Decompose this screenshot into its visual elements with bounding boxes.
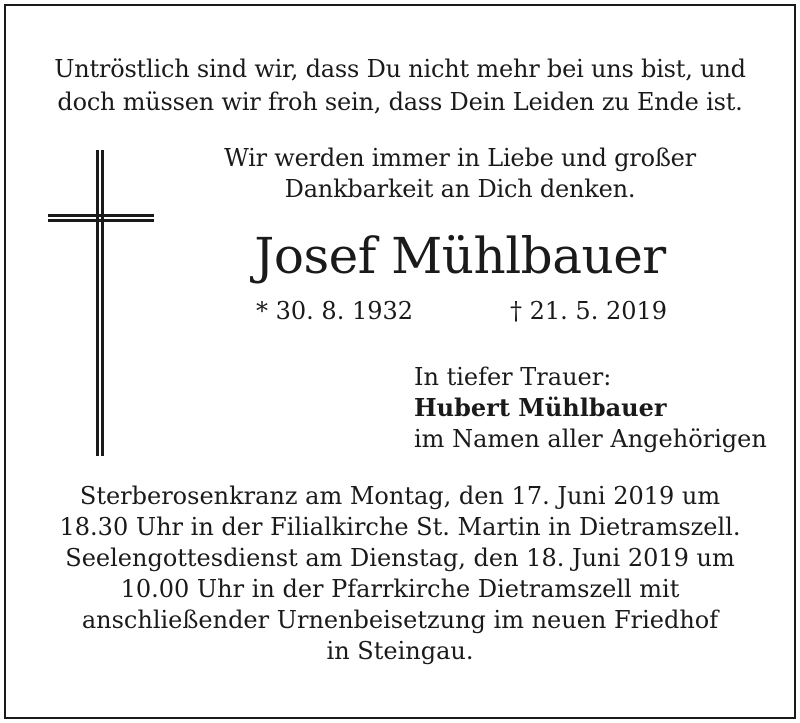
service-line-6: in Steingau. [326, 637, 474, 665]
quote-line-4: Dankbarkeit an Dich denken. [284, 175, 636, 203]
quote-line-2: doch müssen wir froh sein, dass Dein Leiden zu Ende ist. [57, 88, 743, 116]
deceased-name: Josef Mühlbauer [254, 227, 666, 285]
birth-date: * 30. 8. 1932 [256, 297, 414, 325]
cross-icon [48, 150, 154, 456]
service-line-2: 18.30 Uhr in der Filialkirche St. Martin in Dietramszell. [59, 513, 741, 541]
death-date: † 21. 5. 2019 [510, 297, 668, 325]
service-line-3: Seelengottesdienst am Dienstag, den 18. Juni 2019 um [65, 544, 735, 572]
service-line-4: 10.00 Uhr in der Pfarrkirche Dietramszell mit [120, 575, 680, 603]
mourner-name-text: Hubert Mühlbauer [414, 393, 667, 422]
mourning-intro: In tiefer Trauer: [414, 363, 612, 391]
mourner-name [414, 393, 667, 422]
service-line-5: anschließender Urnenbeisetzung im neuen Friedhof [81, 606, 719, 634]
mourner-family: im Namen aller Angehörigen [414, 425, 767, 453]
quote-line-1: Untröstlich sind wir, dass Du nicht mehr bei uns bist, und [54, 55, 746, 83]
quote-line-3: Wir werden immer in Liebe und großer [224, 144, 696, 172]
service-line-1: Sterberosenkranz am Montag, den 17. Juni 2019 um [79, 482, 721, 510]
